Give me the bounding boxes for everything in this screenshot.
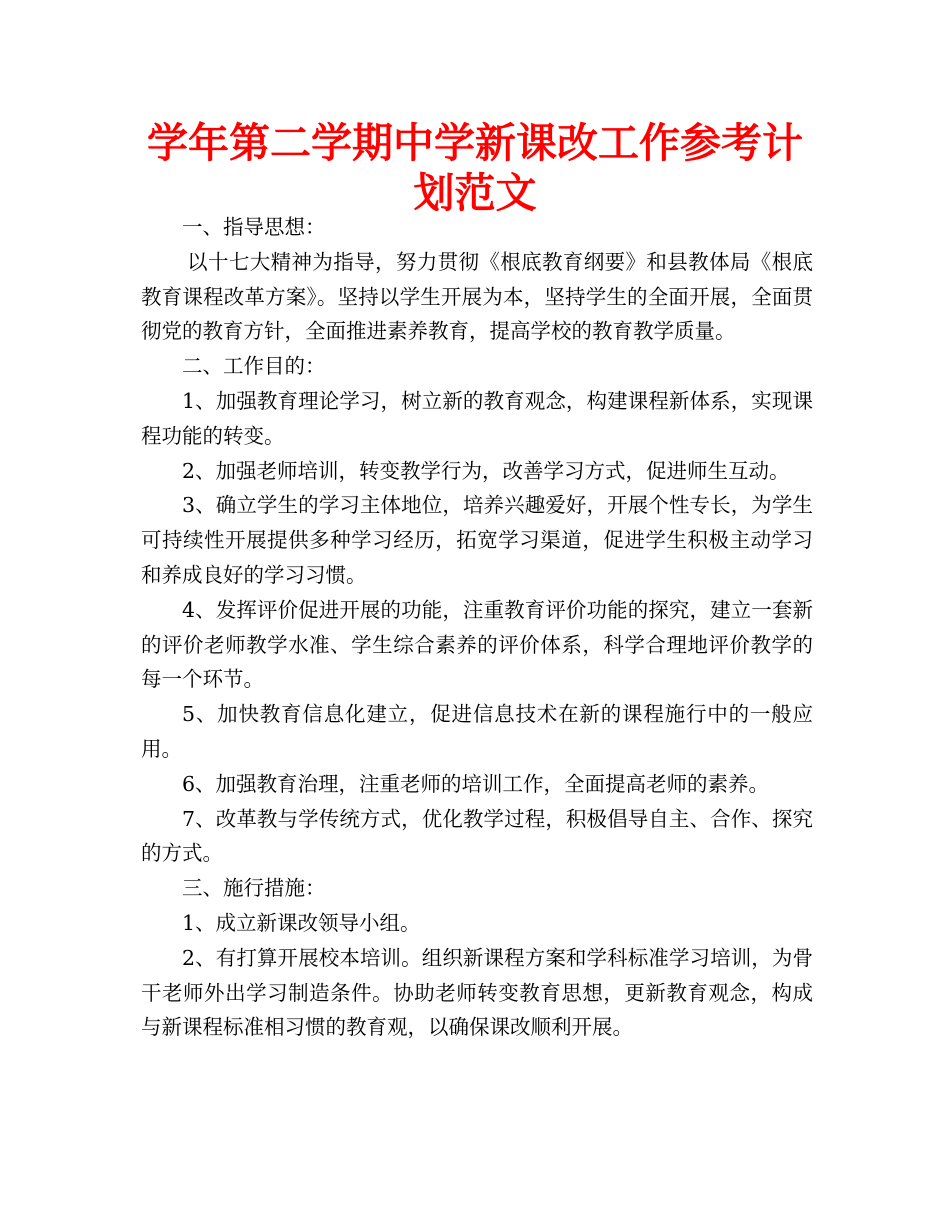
measure-item-2: 2、有打算开展校本培训。组织新课程方案和学科标准学习培训，为骨干老师外出学习制造条件。协助老师转变教育思想，更新教育观念，构成与新课程标准相习惯的教育观，以确保课改顺利开展。 (141, 945, 813, 1040)
section-heading-guiding-ideology: 一、指导思想： (182, 215, 326, 239)
goal-item-3: 3、确立学生的学习主体地位，培养兴趣爱好，开展个性专长，为学生可持续性开展提供多种学习经历，拓宽学习渠道，促进学生积极主动学习和养成良好的学习习惯。 (141, 493, 813, 587)
goal-item-6: 6、加强教育治理，注重老师的培训工作，全面提高老师的素养。 (182, 771, 770, 796)
document-title: 学年第二学期中学新课改工作参考计划范文 (147, 119, 803, 217)
document-body (141, 210, 813, 1045)
goal-item-4: 4、发挥评价促进开展的功能，注重教育评价功能的探究，建立一套新的评价老师教学水准、学生综合素养的评价体系，科学合理地评价教学的每一个环节。 (141, 597, 813, 692)
section-heading-measures: 三、施行措施： (182, 876, 326, 901)
goal-item-7: 7、改革教与学传统方式，优化教学过程，积极倡导自主、合作、探究的方式。 (141, 806, 813, 866)
section-heading-work-goals: 二、工作目的： (182, 354, 326, 379)
measure-item-1: 1、成立新课改领导小组。 (182, 910, 421, 935)
paragraph-guiding-ideology: 以十七大精神为指导，努力贯彻《根底教育纲要》和县教体局《根底教育课程改革方案》。坚持以学生开展为本，坚持学生的全面开展，全面贯彻党的教育方针，全面推进素养教育，提高学校的教育教学质量。 (141, 249, 813, 344)
goal-item-1: 1、加强教育理论学习，树立新的教育观念，构建课程新体系，实现课程功能的转变。 (141, 388, 813, 448)
goal-item-5: 5、加快教育信息化建立，促进信息技术在新的课程施行中的一般应用。 (141, 702, 813, 761)
goal-item-2: 2、加强老师培训，转变教学行为，改善学习方式，促进师生互动。 (182, 458, 790, 483)
